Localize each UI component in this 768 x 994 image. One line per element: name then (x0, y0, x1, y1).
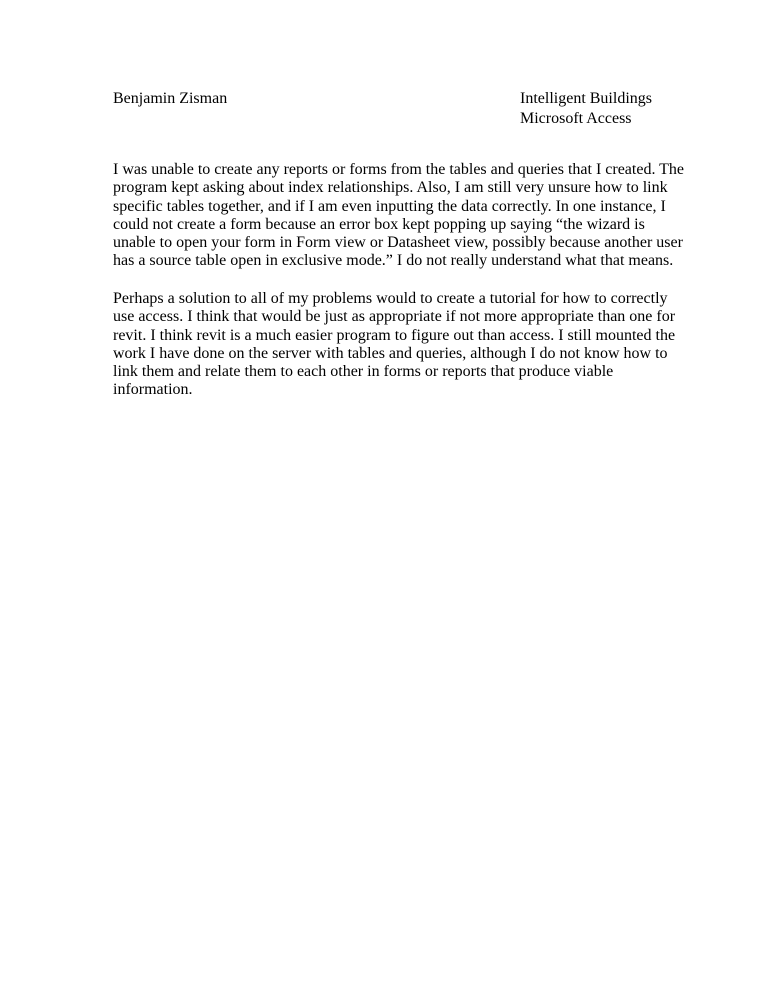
author-name: Benjamin Zisman (113, 90, 228, 107)
paragraph-line: information. (113, 381, 193, 399)
course-topic: Microsoft Access (520, 110, 632, 127)
paragraph-line: could not create a form because an error box kept popping up saying “the wizard is (113, 215, 645, 233)
course-title: Intelligent Buildings (520, 90, 652, 107)
paragraph-line: use access. I think that would be just as appropriate if not more appropriate than one for (113, 308, 676, 326)
paragraph-line: program kept asking about index relationships. Also, I am still very unsure how to link (113, 179, 668, 197)
paragraph-line: I was unable to create any reports or forms from the tables and queries that I created. The (113, 161, 685, 178)
paragraph-2 (113, 290, 676, 400)
paragraph-line: revit. I think revit is a much easier program to figure out than access. I still mounted the (113, 326, 676, 344)
paragraph-line: link them and relate them to each other in forms or reports that produce viable (113, 363, 614, 381)
paragraph-line: work I have done on the server with tables and queries, although I do not know how to (113, 344, 668, 362)
paragraph-line: specific tables together, and if I am even inputting the data correctly. In one instance, I (113, 197, 666, 215)
paragraph-line: has a source table open in exclusive mode.” I do not really understand what that means. (113, 252, 674, 270)
paragraph-line: Perhaps a solution to all of my problems would to create a tutorial for how to correctly (113, 290, 668, 307)
header-course-block (520, 89, 652, 129)
paragraph-1 (113, 161, 685, 271)
paragraph-line: unable to open your form in Form view or Datasheet view, possibly because another user (113, 234, 683, 252)
